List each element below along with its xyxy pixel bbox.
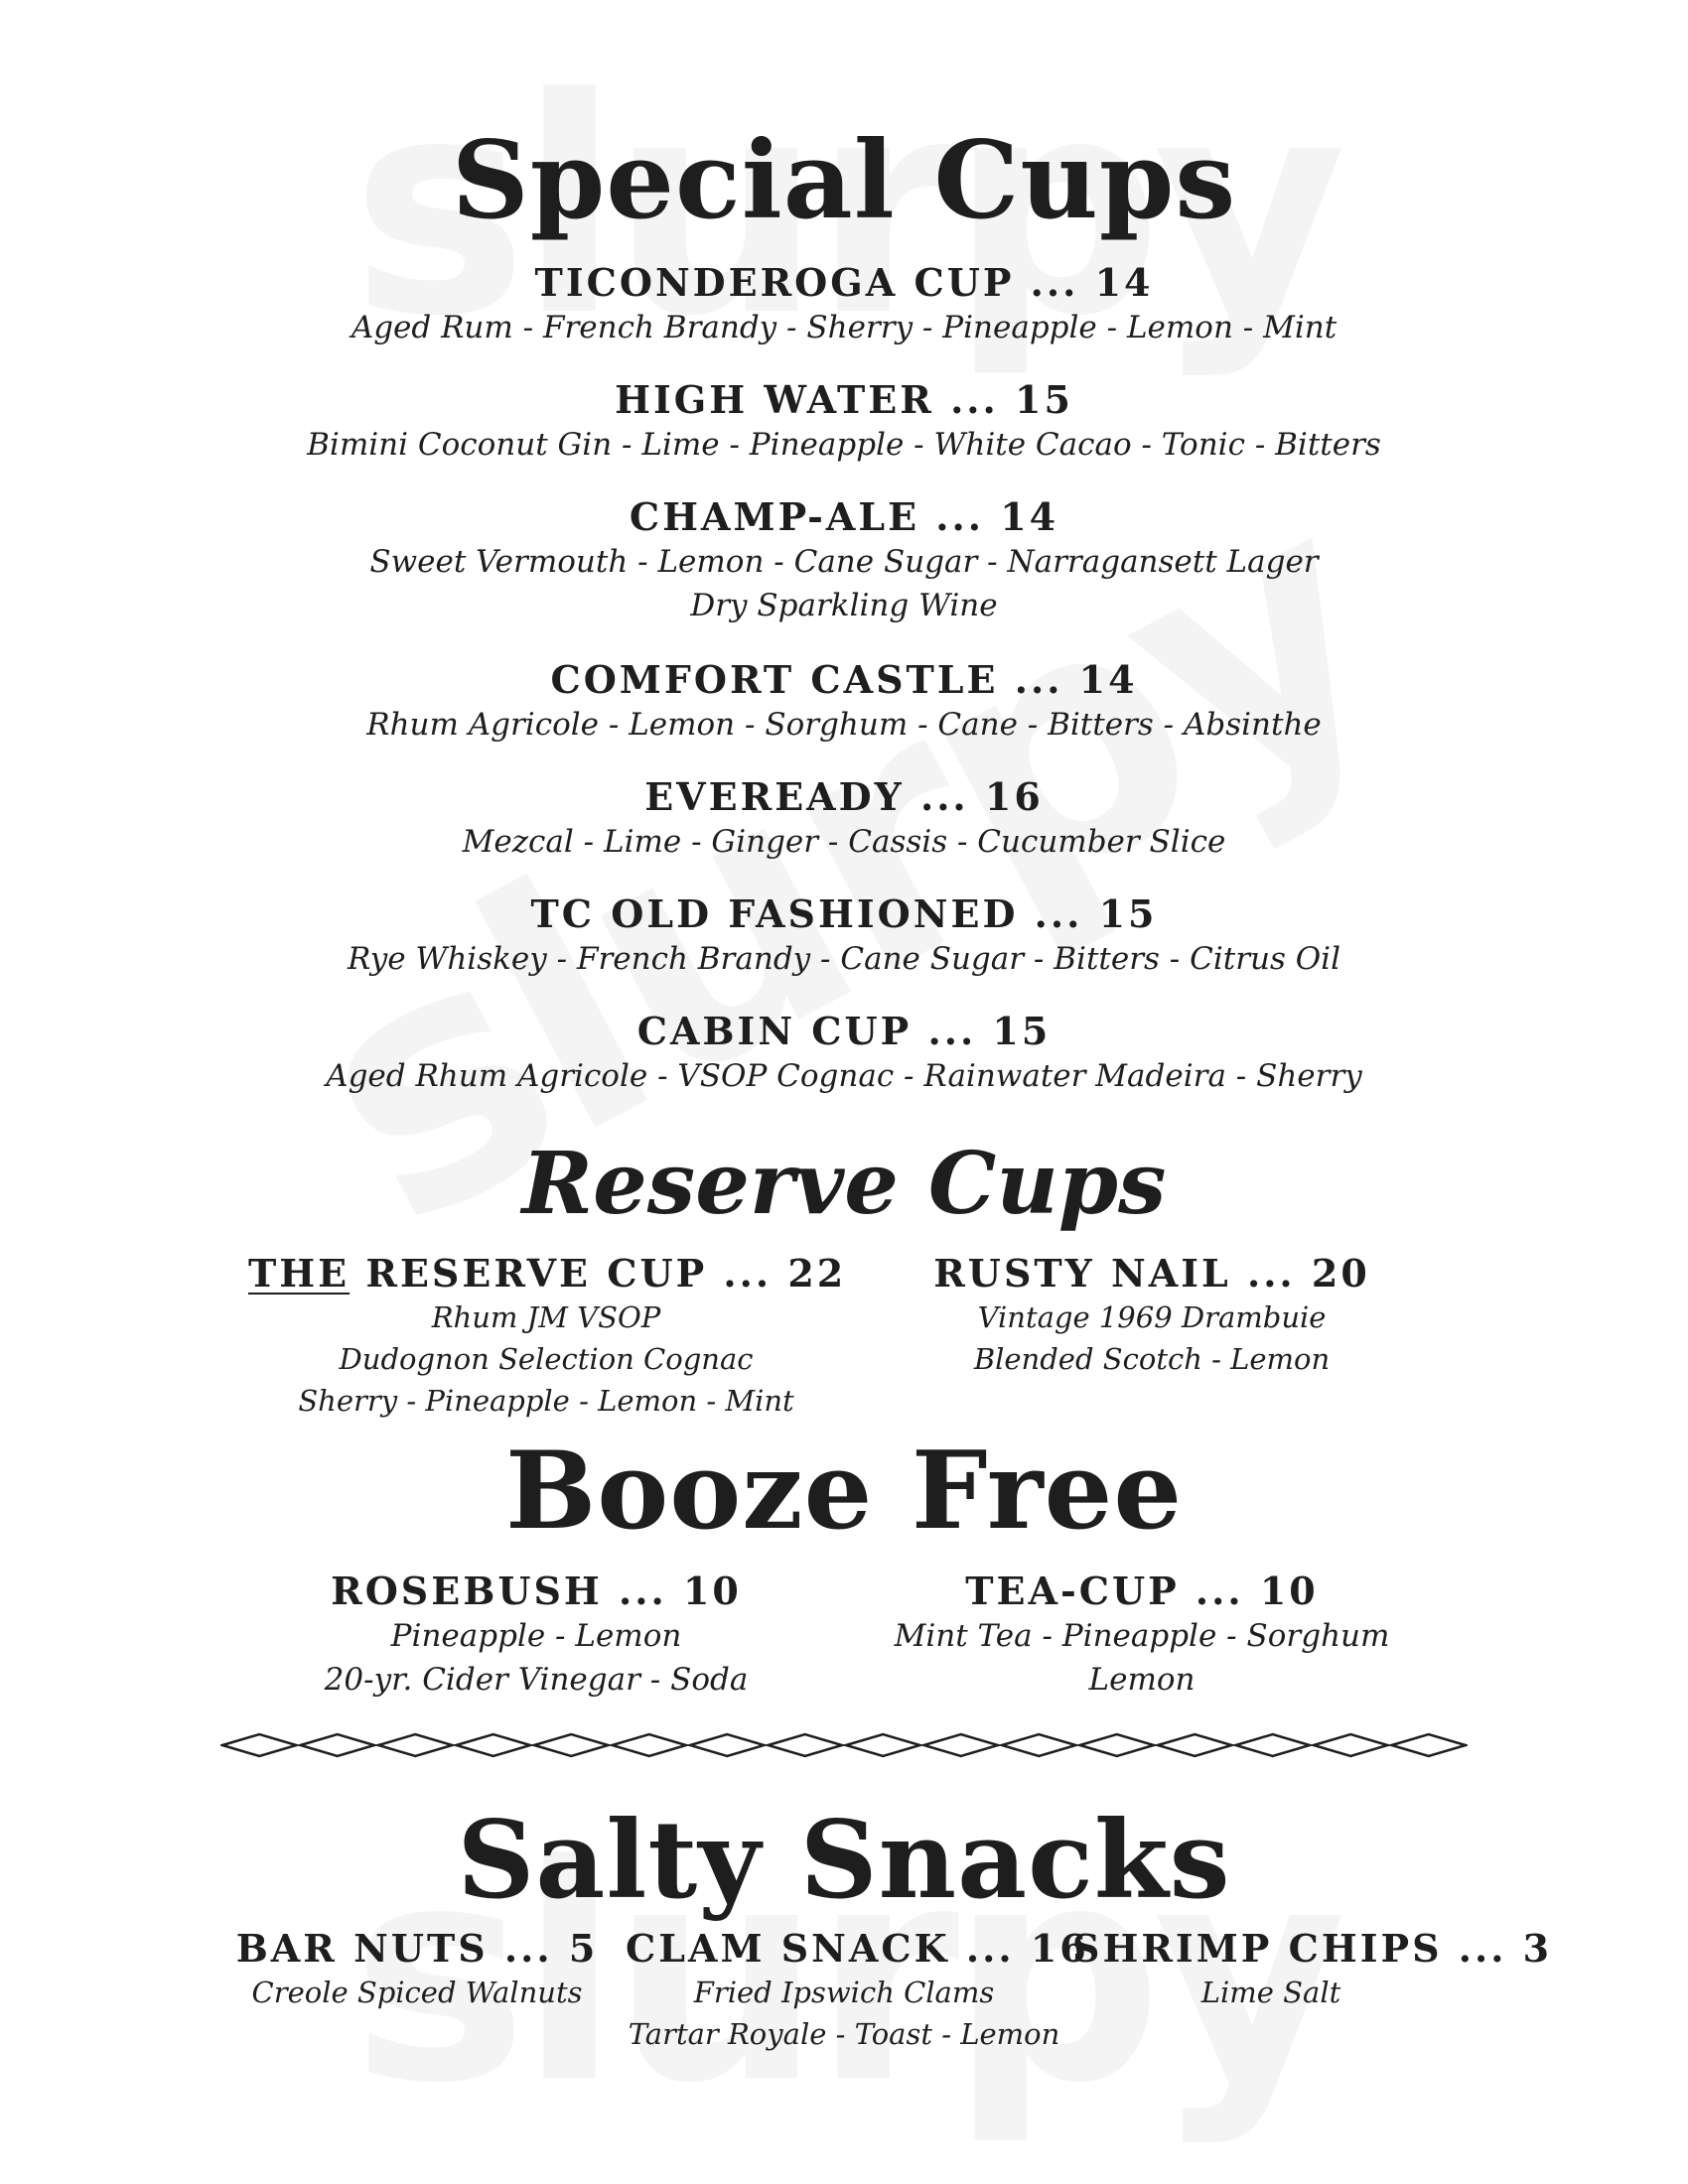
special-cups-title: Special Cups [451,118,1237,243]
item-name: HIGH WATER ... 15 [615,377,1073,422]
item-description: Lemon [1088,1662,1196,1698]
menu-item-rosebush [228,1569,844,1702]
item-description: Aged Rhum Agricole - VSOP Cognac - Rainwater Madeira - Sherry [326,1058,1362,1094]
diamond-shape [769,1734,843,1756]
diamond-shape [1158,1734,1232,1756]
item-description: Fried Ipswich Clams [693,1976,995,2009]
menu-item-the-reserve-cup [248,1251,847,1422]
salty-snacks-title: Salty Snacks [457,1798,1231,1923]
diamond-shape [457,1734,531,1756]
menu-item-high-water [0,377,1688,467]
item-name: ROSEBUSH ... 10 [331,1569,742,1613]
item-description: Creole Spiced Walnuts [251,1976,583,2009]
item-description: Bimini Coconut Gin - Lime - Pineapple - White Cacao - Tonic - Bitters [307,427,1381,463]
diamond-shape [690,1734,765,1756]
item-name-prefix: THE [248,1251,351,1296]
menu-item-tc-old-fashioned [0,891,1688,981]
item-description: Vintage 1969 Drambuie [977,1300,1327,1334]
diamond-shape [378,1734,453,1756]
diamond-shape [1236,1734,1311,1756]
menu-item-bar-nuts [228,1926,606,2013]
menu-item-eveready [0,774,1688,864]
item-name: SHRIMP CHIPS ... 3 [1072,1926,1553,1971]
menu-item-clam-snack [626,1926,1089,2055]
item-description: Lime Salt [1200,1976,1341,2009]
item-description: Tartar Royale - Toast - Lemon [628,2017,1060,2051]
item-description: Dry Sparkling Wine [690,588,998,623]
diamond-shape [534,1734,609,1756]
item-name: CLAM SNACK ... 16 [626,1926,1089,1971]
item-description: Sherry - Pineapple - Lemon - Mint [298,1384,794,1418]
item-description: 20-yr. Cider Vinegar - Soda [324,1662,749,1698]
diamond-shape [924,1734,999,1756]
diamond-shape [613,1734,687,1756]
item-name: CHAMP-ALE ... 14 [629,494,1059,539]
item-description: Mezcal - Lime - Ginger - Cassis - Cucumber Slice [462,824,1226,860]
watermark-middle [20,319,1669,1409]
item-name: TICONDEROGA CUP ... 14 [534,260,1154,305]
item-description: Dudognon Selection Cognac [339,1342,754,1376]
item-name: RUSTY NAIL ... 20 [933,1251,1370,1296]
menu-item-champ-ale [0,494,1688,627]
menu-item-ticonderoga-cup [0,260,1688,349]
item-name: TEA-CUP ... 10 [965,1569,1319,1613]
item-name: CABIN CUP ... 15 [636,1009,1052,1053]
item-description: Aged Rum - French Brandy - Sherry - Pineapple - Lemon - Mint [351,310,1337,345]
menu-item-tea-cup [854,1569,1430,1702]
menu-item-rusty-nail [894,1251,1410,1380]
booze-free-title: Booze Free [504,1429,1184,1554]
item-name: THE RESERVE CUP ... 22 [248,1251,847,1296]
item-name: TC OLD FASHIONED ... 15 [530,891,1158,936]
diamond-shape [301,1734,375,1756]
diamond-divider-icon [220,1731,1468,1759]
menu-item-shrimp-chips [1072,1926,1553,2013]
item-description: Rye Whiskey - French Brandy - Cane Sugar - Bitters - Citrus Oil [347,941,1341,977]
item-name: BAR NUTS ... 5 [235,1926,599,1971]
item-name: COMFORT CASTLE ... 14 [550,657,1138,702]
diamond-shape [222,1734,297,1756]
diamond-shape [1002,1734,1076,1756]
diamond-shape [1314,1734,1388,1756]
menu-item-cabin-cup [0,1009,1688,1098]
item-description: Pineapple - Lemon [390,1618,682,1654]
item-description: Sweet Vermouth - Lemon - Cane Sugar - Narragansett Lager [369,544,1319,580]
item-name: EVEREADY ... 16 [644,774,1044,819]
diamond-shape [846,1734,920,1756]
menu-item-comfort-castle [0,657,1688,747]
reserve-cups-title: Reserve Cups [521,1134,1167,1234]
diamond-shape [1392,1734,1467,1756]
diamond-shape [1080,1734,1155,1756]
item-description: Rhum JM VSOP [431,1300,661,1334]
item-description: Rhum Agricole - Lemon - Sorghum - Cane - Bitters - Absinthe [366,707,1322,743]
item-description: Mint Tea - Pineapple - Sorghum [894,1618,1390,1654]
item-description: Blended Scotch - Lemon [973,1342,1331,1376]
